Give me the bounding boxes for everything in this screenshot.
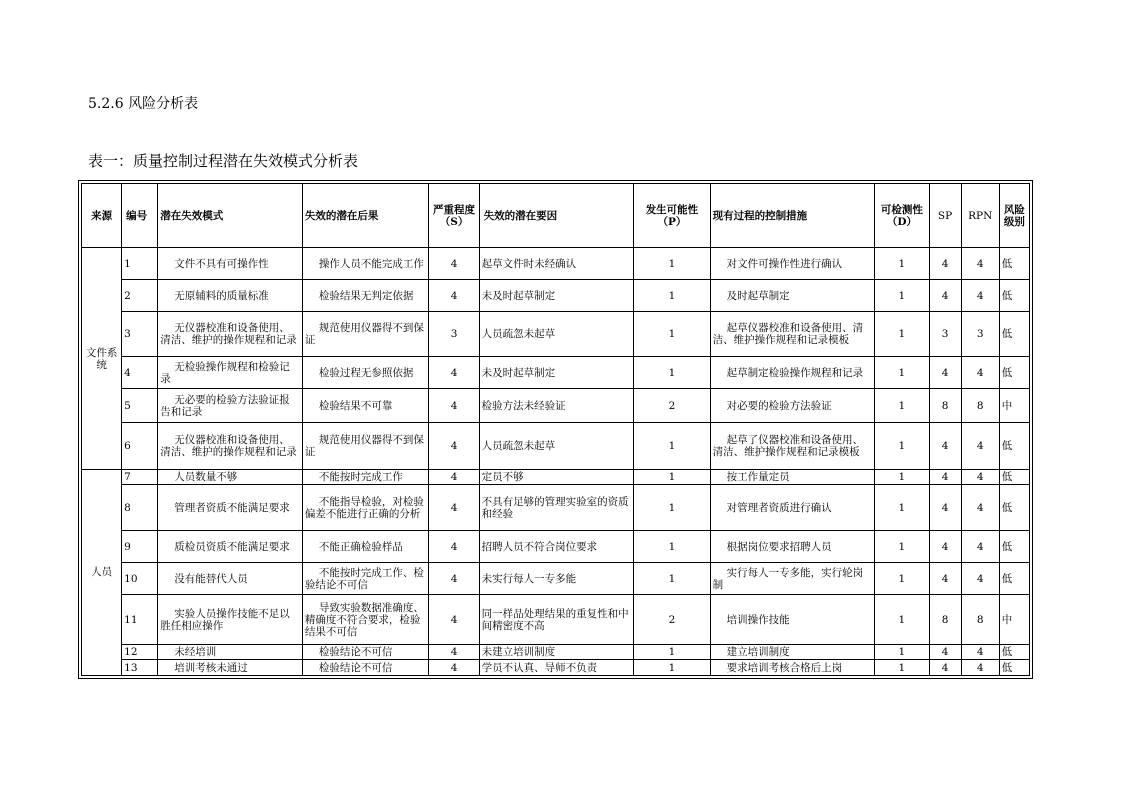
cell-probability: 1	[634, 530, 710, 562]
cell-number: 1	[122, 248, 158, 280]
cell-risk-level: 低	[999, 356, 1029, 388]
cell-probability: 2	[634, 595, 710, 645]
cell-detectability: 1	[875, 280, 929, 312]
cell-detectability: 1	[875, 389, 929, 423]
cell-cause: 定员不够	[479, 469, 634, 485]
cell-control: 及时起草制定	[710, 280, 875, 312]
cell-risk-level: 中	[999, 595, 1029, 645]
cell-cause: 未及时起草制定	[479, 280, 634, 312]
cell-effect: 检验结论不可信	[302, 644, 429, 660]
cell-probability: 1	[634, 280, 710, 312]
table-row	[82, 530, 1030, 562]
cell-number: 8	[122, 485, 158, 531]
cell-failure-mode: 未经培训	[158, 644, 303, 660]
cell-cause: 检验方法未经验证	[479, 389, 634, 423]
cell-risk-level: 中	[999, 389, 1029, 423]
cell-detectability: 1	[875, 423, 929, 470]
header-probability: 发生可能性（P）	[634, 184, 710, 248]
header-severity: 严重程度（S）	[429, 184, 479, 248]
cell-cause: 未建立培训制度	[479, 644, 634, 660]
cell-severity: 4	[429, 485, 479, 531]
cell-risk-level: 低	[999, 423, 1029, 470]
cell-effect: 检验结果无判定依据	[302, 280, 429, 312]
cell-severity: 4	[429, 530, 479, 562]
cell-detectability: 1	[875, 660, 929, 676]
cell-severity: 4	[429, 280, 479, 312]
cell-severity: 4	[429, 469, 479, 485]
cell-probability: 1	[634, 644, 710, 660]
cell-detectability: 1	[875, 356, 929, 388]
cell-probability: 1	[634, 312, 710, 357]
cell-risk-level: 低	[999, 530, 1029, 562]
cell-control: 实行每人一专多能，实行轮岗制	[710, 563, 875, 595]
table-row	[82, 356, 1030, 388]
cell-probability: 1	[634, 469, 710, 485]
cell-sp: 4	[929, 644, 961, 660]
cell-failure-mode: 无仪器校准和设备使用、清洁、维护的操作规程和记录	[158, 312, 303, 357]
cell-control: 建立培训制度	[710, 644, 875, 660]
cell-cause: 未及时起草制定	[479, 356, 634, 388]
cell-risk-level: 低	[999, 469, 1029, 485]
header-sp: SP	[929, 184, 961, 248]
cell-control: 培训操作技能	[710, 595, 875, 645]
cell-detectability: 1	[875, 644, 929, 660]
cell-effect: 规范使用仪器得不到保证	[302, 423, 429, 470]
cell-detectability: 1	[875, 595, 929, 645]
cell-sp: 4	[929, 563, 961, 595]
cell-severity: 3	[429, 312, 479, 357]
cell-sp: 4	[929, 280, 961, 312]
cell-failure-mode: 无检验操作规程和检验记录	[158, 356, 303, 388]
cell-cause: 起草文件时未经确认	[479, 248, 634, 280]
cell-failure-mode: 无必要的检验方法验证报告和记录	[158, 389, 303, 423]
cell-control: 对必要的检验方法验证	[710, 389, 875, 423]
cell-detectability: 1	[875, 530, 929, 562]
cell-control: 起草制定检验操作规程和记录	[710, 356, 875, 388]
cell-probability: 1	[634, 423, 710, 470]
section-title: 5.2.6 风险分析表	[88, 96, 199, 112]
cell-failure-mode: 文件不具有可操作性	[158, 248, 303, 280]
cell-effect: 导致实验数据准确度、精确度不符合要求，检验结果不可信	[302, 595, 429, 645]
cell-cause: 人员疏忽未起草	[479, 312, 634, 357]
table-row	[82, 595, 1030, 645]
cell-number: 6	[122, 423, 158, 470]
cell-risk-level: 低	[999, 644, 1029, 660]
cell-sp: 8	[929, 389, 961, 423]
cell-control: 起草了仪器校准和设备使用、清洁、维护操作规程和记录模板	[710, 423, 875, 470]
cell-probability: 1	[634, 248, 710, 280]
cell-number: 11	[122, 595, 158, 645]
cell-number: 7	[122, 469, 158, 485]
cell-detectability: 1	[875, 485, 929, 531]
cell-detectability: 1	[875, 563, 929, 595]
fmea-table	[81, 183, 1030, 676]
cell-control: 按工作量定员	[710, 469, 875, 485]
cell-sp: 4	[929, 530, 961, 562]
cell-cause: 同一样品处理结果的重复性和中间精密度不高	[479, 595, 634, 645]
cell-sp: 3	[929, 312, 961, 357]
cell-effect: 操作人员不能完成工作	[302, 248, 429, 280]
cell-source-group: 文件系统	[82, 248, 122, 470]
cell-risk-level: 低	[999, 485, 1029, 531]
cell-effect: 检验结论不可信	[302, 660, 429, 676]
cell-cause: 人员疏忽未起草	[479, 423, 634, 470]
cell-rpn: 4	[961, 469, 999, 485]
cell-sp: 4	[929, 248, 961, 280]
cell-risk-level: 低	[999, 280, 1029, 312]
cell-rpn: 4	[961, 248, 999, 280]
cell-failure-mode: 培训考核未通过	[158, 660, 303, 676]
cell-rpn: 4	[961, 356, 999, 388]
header-number: 编号	[122, 184, 158, 248]
table-row	[82, 644, 1030, 660]
cell-number: 4	[122, 356, 158, 388]
cell-effect: 规范使用仪器得不到保证	[302, 312, 429, 357]
cell-severity: 4	[429, 389, 479, 423]
cell-sp: 4	[929, 423, 961, 470]
cell-control: 要求培训考核合格后上岗	[710, 660, 875, 676]
cell-sp: 4	[929, 356, 961, 388]
cell-rpn: 3	[961, 312, 999, 357]
cell-control: 对管理者资质进行确认	[710, 485, 875, 531]
cell-cause: 招聘人员不符合岗位要求	[479, 530, 634, 562]
cell-effect: 检验过程无参照依据	[302, 356, 429, 388]
cell-source-group: 人员	[82, 469, 122, 675]
cell-effect: 不能指导检验，对检验偏差不能进行正确的分析	[302, 485, 429, 531]
cell-failure-mode: 无仪器校准和设备使用、清洁、维护的操作规程和记录	[158, 423, 303, 470]
cell-number: 5	[122, 389, 158, 423]
cell-number: 10	[122, 563, 158, 595]
cell-detectability: 1	[875, 312, 929, 357]
cell-rpn: 4	[961, 660, 999, 676]
cell-detectability: 1	[875, 248, 929, 280]
cell-number: 9	[122, 530, 158, 562]
cell-failure-mode: 人员数量不够	[158, 469, 303, 485]
header-row	[82, 184, 1030, 248]
cell-rpn: 4	[961, 644, 999, 660]
cell-effect: 不能按时完成工作、检验结论不可信	[302, 563, 429, 595]
cell-failure-mode: 质检员资质不能满足要求	[158, 530, 303, 562]
cell-risk-level: 低	[999, 660, 1029, 676]
cell-severity: 4	[429, 563, 479, 595]
cell-rpn: 8	[961, 595, 999, 645]
cell-number: 13	[122, 660, 158, 676]
cell-effect: 不能按时完成工作	[302, 469, 429, 485]
header-failure-mode: 潜在失效模式	[158, 184, 303, 248]
cell-severity: 4	[429, 423, 479, 470]
cell-cause: 学员不认真、导师不负责	[479, 660, 634, 676]
cell-rpn: 4	[961, 485, 999, 531]
cell-risk-level: 低	[999, 248, 1029, 280]
cell-rpn: 4	[961, 563, 999, 595]
cell-failure-mode: 实验人员操作技能不足以胜任相应操作	[158, 595, 303, 645]
table-row	[82, 660, 1030, 676]
cell-rpn: 4	[961, 530, 999, 562]
cell-number: 2	[122, 280, 158, 312]
header-cause: 失效的潜在要因	[479, 184, 634, 248]
cell-rpn: 4	[961, 423, 999, 470]
cell-cause: 不具有足够的管理实验室的资质和经验	[479, 485, 634, 531]
cell-failure-mode: 没有能替代人员	[158, 563, 303, 595]
cell-failure-mode: 管理者资质不能满足要求	[158, 485, 303, 531]
header-controls: 现有过程的控制措施	[710, 184, 875, 248]
cell-rpn: 4	[961, 280, 999, 312]
cell-risk-level: 低	[999, 312, 1029, 357]
cell-severity: 4	[429, 595, 479, 645]
cell-severity: 4	[429, 644, 479, 660]
header-detectability: 可检测性（D）	[875, 184, 929, 248]
cell-sp: 8	[929, 595, 961, 645]
cell-control: 对文件可操作性进行确认	[710, 248, 875, 280]
cell-detectability: 1	[875, 469, 929, 485]
table-frame	[78, 180, 1033, 679]
header-rpn: RPN	[961, 184, 999, 248]
cell-probability: 2	[634, 389, 710, 423]
cell-effect: 检验结果不可靠	[302, 389, 429, 423]
table-row	[82, 469, 1030, 485]
cell-severity: 4	[429, 660, 479, 676]
cell-sp: 4	[929, 485, 961, 531]
cell-effect: 不能正确检验样品	[302, 530, 429, 562]
cell-probability: 1	[634, 563, 710, 595]
cell-number: 12	[122, 644, 158, 660]
cell-probability: 1	[634, 660, 710, 676]
cell-risk-level: 低	[999, 563, 1029, 595]
header-risk-level: 风险级别	[999, 184, 1029, 248]
cell-probability: 1	[634, 485, 710, 531]
table-row	[82, 312, 1030, 357]
table-caption: 表一：质量控制过程潜在失效模式分析表	[88, 152, 359, 170]
cell-severity: 4	[429, 356, 479, 388]
cell-probability: 1	[634, 356, 710, 388]
table-row	[82, 563, 1030, 595]
cell-sp: 4	[929, 469, 961, 485]
table-row	[82, 248, 1030, 280]
header-effect: 失效的潜在后果	[302, 184, 429, 248]
cell-control: 起草仪器校准和设备使用、清洁、维护操作规程和记录模板	[710, 312, 875, 357]
cell-control: 根据岗位要求招聘人员	[710, 530, 875, 562]
table-row	[82, 280, 1030, 312]
cell-sp: 4	[929, 660, 961, 676]
cell-rpn: 8	[961, 389, 999, 423]
cell-cause: 未实行每人一专多能	[479, 563, 634, 595]
cell-severity: 4	[429, 248, 479, 280]
header-source: 来源	[82, 184, 122, 248]
cell-failure-mode: 无原辅料的质量标准	[158, 280, 303, 312]
cell-number: 3	[122, 312, 158, 357]
table-row	[82, 389, 1030, 423]
table-row	[82, 485, 1030, 531]
table-row	[82, 423, 1030, 470]
